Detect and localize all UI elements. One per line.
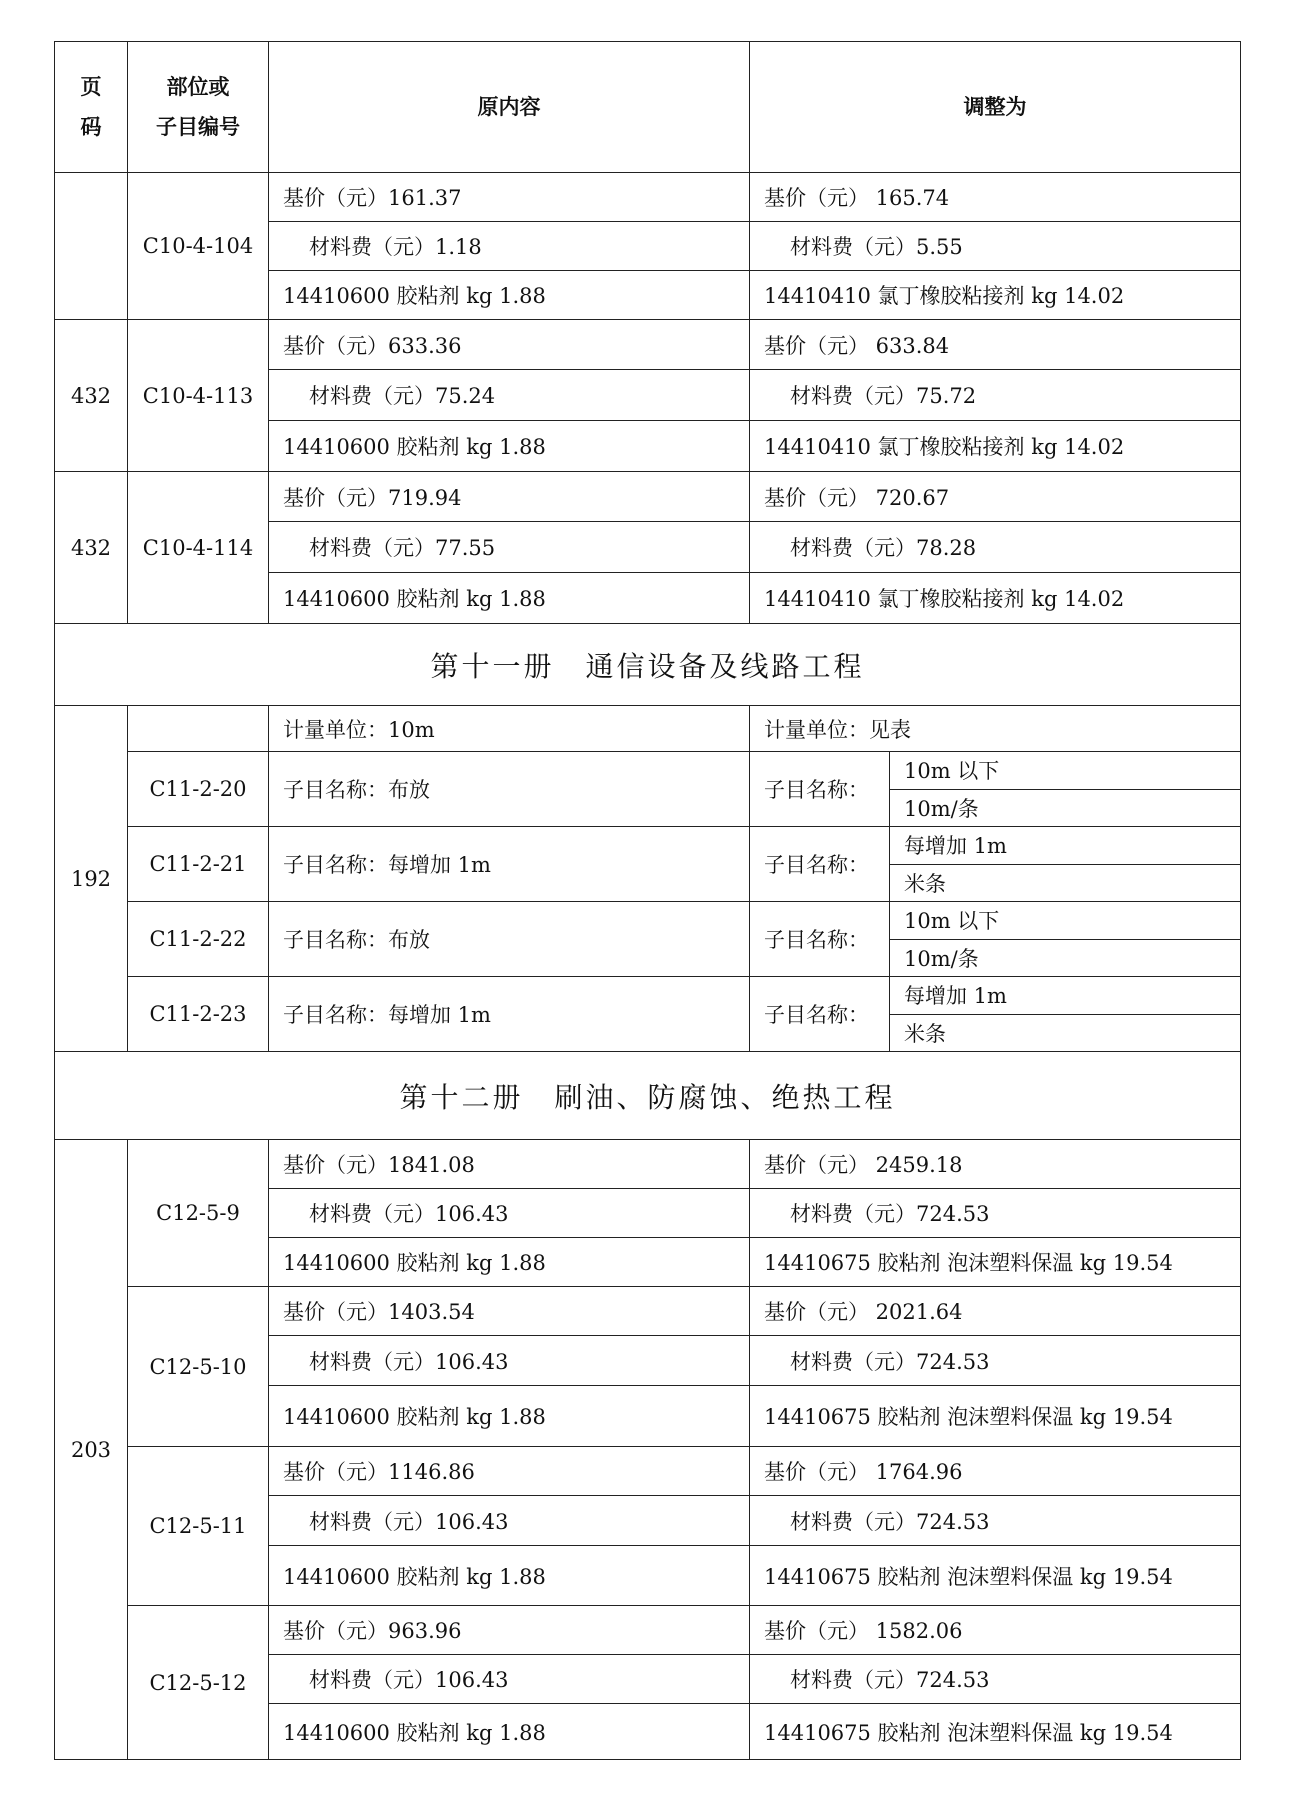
orig-cell: 材料费（元）106.43 xyxy=(269,1655,750,1704)
orig-cell: 14410600 胶粘剂 kg 1.88 xyxy=(269,1238,750,1287)
adj-cell: 材料费（元）724.53 xyxy=(750,1496,1241,1546)
adj-cell: 基价（元） 2459.18 xyxy=(750,1140,1241,1189)
orig-cell: 14410600 胶粘剂 kg 1.88 xyxy=(269,271,750,320)
adj-stack-cell xyxy=(890,827,1241,902)
header-row xyxy=(55,42,1241,173)
adj-cell: 材料费（元）5.55 xyxy=(750,222,1241,271)
orig-cell: 材料费（元）106.43 xyxy=(269,1189,750,1238)
adj-cell: 14410410 氯丁橡胶粘接剂 kg 14.02 xyxy=(750,271,1241,320)
adj-label-cell: 子目名称： xyxy=(750,977,890,1052)
orig-cell: 材料费（元）75.24 xyxy=(269,370,750,421)
orig-cell: 材料费（元）1.18 xyxy=(269,222,750,271)
adj-sub-cell: 10m 以下 xyxy=(890,752,1240,789)
orig-cell: 14410600 胶粘剂 kg 1.88 xyxy=(269,573,750,624)
adj-cell: 14410675 胶粘剂 泡沫塑料保温 kg 19.54 xyxy=(750,1386,1241,1447)
table-row xyxy=(55,752,1241,827)
adj-sub-cell: 10m/条 xyxy=(904,796,979,821)
sub-table xyxy=(890,752,1240,826)
page-cell: 432 xyxy=(55,320,128,472)
code-cell: C12-5-11 xyxy=(128,1447,269,1606)
section-row xyxy=(55,1052,1241,1140)
adj-cell: 14410410 氯丁橡胶粘接剂 kg 14.02 xyxy=(750,573,1241,624)
header-original: 原内容 xyxy=(269,42,750,173)
page-cell xyxy=(55,173,128,320)
orig-cell: 14410600 胶粘剂 kg 1.88 xyxy=(269,421,750,472)
adj-cell: 材料费（元）724.53 xyxy=(750,1336,1241,1386)
table-row xyxy=(55,902,1241,977)
orig-cell: 基价（元）633.36 xyxy=(269,320,750,370)
code-cell: C10-4-104 xyxy=(128,173,269,320)
sub-table xyxy=(890,827,1240,901)
page-cell: 432 xyxy=(55,472,128,624)
orig-cell: 14410600 胶粘剂 kg 1.88 xyxy=(269,1704,750,1760)
orig-cell: 基价（元）963.96 xyxy=(269,1606,750,1655)
code-cell: C12-5-10 xyxy=(128,1287,269,1447)
table-row xyxy=(55,173,1241,222)
page-cell: 192 xyxy=(55,706,128,1052)
table-row xyxy=(55,1606,1241,1655)
adj-sub-cell: 米条 xyxy=(904,1021,946,1046)
adj-label-cell: 子目名称： xyxy=(750,827,890,902)
sub-table xyxy=(890,902,1240,976)
adj-label-cell: 子目名称： xyxy=(750,752,890,827)
orig-cell: 基价（元）1841.08 xyxy=(269,1140,750,1189)
orig-cell: 子目名称：布放 xyxy=(269,902,750,977)
adj-cell: 材料费（元）724.53 xyxy=(750,1189,1241,1238)
table-row xyxy=(55,706,1241,752)
adj-cell: 14410410 氯丁橡胶粘接剂 kg 14.02 xyxy=(750,421,1241,472)
section-title-11: 第十一册 通信设备及线路工程 xyxy=(55,624,1241,706)
adj-cell: 材料费（元）75.72 xyxy=(750,370,1241,421)
section-title-12: 第十二册 刷油、防腐蚀、绝热工程 xyxy=(55,1052,1241,1140)
orig-cell: 子目名称：每增加 1m xyxy=(269,977,750,1052)
orig-cell: 计量单位：10m xyxy=(269,706,750,752)
orig-cell: 基价（元）1403.54 xyxy=(269,1287,750,1336)
adj-cell: 基价（元） 165.74 xyxy=(750,173,1241,222)
adj-stack-cell xyxy=(890,902,1241,977)
code-cell: C12-5-12 xyxy=(128,1606,269,1760)
code-cell: C11-2-23 xyxy=(128,977,269,1052)
adj-cell: 基价（元） 1764.96 xyxy=(750,1447,1241,1496)
table-row xyxy=(55,1447,1241,1496)
adj-cell: 基价（元） 633.84 xyxy=(750,320,1241,370)
header-adjusted: 调整为 xyxy=(750,42,1241,173)
orig-cell: 基价（元）161.37 xyxy=(269,173,750,222)
adj-stack-cell xyxy=(890,752,1241,827)
orig-cell: 材料费（元）106.43 xyxy=(269,1336,750,1386)
adj-cell: 材料费（元）78.28 xyxy=(750,522,1241,573)
table-row xyxy=(55,320,1241,370)
orig-cell: 14410600 胶粘剂 kg 1.88 xyxy=(269,1386,750,1447)
table-row xyxy=(55,1287,1241,1336)
adj-cell: 基价（元） 720.67 xyxy=(750,472,1241,522)
table-row xyxy=(55,472,1241,522)
table-row xyxy=(55,827,1241,902)
adj-cell: 计量单位：见表 xyxy=(750,706,1241,752)
orig-cell: 材料费（元）77.55 xyxy=(269,522,750,573)
header-page: 页 码 xyxy=(55,42,128,173)
code-cell: C11-2-20 xyxy=(128,752,269,827)
adj-cell: 基价（元） 1582.06 xyxy=(750,1606,1241,1655)
orig-cell: 基价（元）719.94 xyxy=(269,472,750,522)
code-cell xyxy=(128,706,269,752)
orig-cell: 子目名称：每增加 1m xyxy=(269,827,750,902)
table-row xyxy=(55,977,1241,1052)
adj-cell: 14410675 胶粘剂 泡沫塑料保温 kg 19.54 xyxy=(750,1546,1241,1606)
sub-table xyxy=(890,977,1240,1051)
page-cell: 203 xyxy=(55,1140,128,1760)
code-cell: C10-4-113 xyxy=(128,320,269,472)
adj-label-cell: 子目名称： xyxy=(750,902,890,977)
adj-stack-cell xyxy=(890,977,1241,1052)
adj-cell: 14410675 胶粘剂 泡沫塑料保温 kg 19.54 xyxy=(750,1238,1241,1287)
adj-sub-cell: 10m/条 xyxy=(904,946,979,971)
orig-cell: 材料费（元）106.43 xyxy=(269,1496,750,1546)
code-cell: C12-5-9 xyxy=(128,1140,269,1287)
code-cell: C11-2-22 xyxy=(128,902,269,977)
code-cell: C11-2-21 xyxy=(128,827,269,902)
orig-cell: 14410600 胶粘剂 kg 1.88 xyxy=(269,1546,750,1606)
code-cell: C10-4-114 xyxy=(128,472,269,624)
section-row xyxy=(55,624,1241,706)
adj-sub-cell: 每增加 1m xyxy=(890,977,1240,1014)
table-row xyxy=(55,1140,1241,1189)
adj-sub-cell: 每增加 1m xyxy=(890,827,1240,864)
adj-sub-cell: 米条 xyxy=(904,871,946,896)
adj-cell: 材料费（元）724.53 xyxy=(750,1655,1241,1704)
adj-cell: 基价（元） 2021.64 xyxy=(750,1287,1241,1336)
orig-cell: 基价（元）1146.86 xyxy=(269,1447,750,1496)
adj-sub-cell: 10m 以下 xyxy=(890,902,1240,939)
adj-cell: 14410675 胶粘剂 泡沫塑料保温 kg 19.54 xyxy=(750,1704,1241,1760)
orig-cell: 子目名称：布放 xyxy=(269,752,750,827)
header-part: 部位或 子目编号 xyxy=(128,42,269,173)
adjustment-table xyxy=(54,41,1241,1760)
